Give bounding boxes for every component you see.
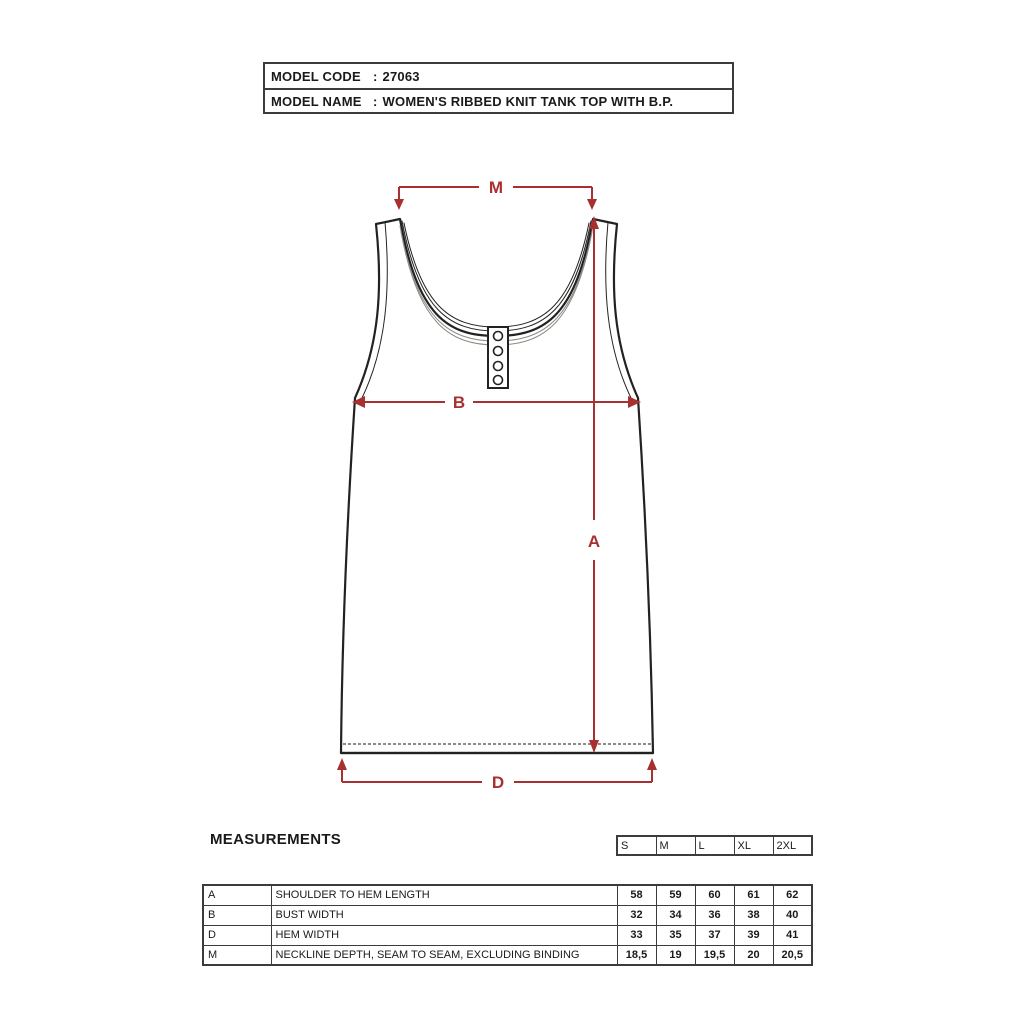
row-value: 60 — [695, 885, 734, 905]
model-name-value: WOMEN'S RIBBED KNIT TANK TOP WITH B.P. — [382, 93, 674, 109]
size-header-table — [616, 835, 813, 856]
size-col-s: S — [617, 836, 656, 855]
row-value: 58 — [617, 885, 656, 905]
row-value: 39 — [734, 925, 773, 945]
row-value: 18,5 — [617, 945, 656, 965]
row-value: 37 — [695, 925, 734, 945]
row-description: HEM WIDTH — [271, 925, 617, 945]
row-value: 38 — [734, 905, 773, 925]
size-col-m: M — [656, 836, 695, 855]
row-value: 19 — [656, 945, 695, 965]
row-value: 34 — [656, 905, 695, 925]
row-value: 36 — [695, 905, 734, 925]
row-value: 61 — [734, 885, 773, 905]
size-col-l: L — [695, 836, 734, 855]
measurements-title: MEASUREMENTS — [210, 831, 342, 848]
row-value: 20 — [734, 945, 773, 965]
arrowhead-down-icon — [587, 199, 597, 210]
row-value: 20,5 — [773, 945, 812, 965]
row-value: 35 — [656, 925, 695, 945]
row-value: 32 — [617, 905, 656, 925]
measurements-table — [202, 884, 813, 966]
arrowhead-up-icon — [647, 758, 657, 770]
table-row — [203, 885, 812, 905]
measure-m-bracket — [394, 178, 597, 210]
row-value: 62 — [773, 885, 812, 905]
button — [494, 347, 503, 356]
arrowhead-down-icon — [394, 199, 404, 210]
measure-d-bracket — [337, 758, 657, 792]
row-letter: M — [203, 945, 271, 965]
row-value: 41 — [773, 925, 812, 945]
button — [494, 362, 503, 371]
row-value: 33 — [617, 925, 656, 945]
size-col-2xl: 2XL — [773, 836, 812, 855]
table-row — [203, 945, 812, 965]
garment-sketch — [341, 219, 653, 753]
measure-m-label: M — [488, 178, 504, 197]
row-value: 59 — [656, 885, 695, 905]
size-col-xl: XL — [734, 836, 773, 855]
table-row — [203, 925, 812, 945]
row-letter: A — [203, 885, 271, 905]
row-description: SHOULDER TO HEM LENGTH — [271, 885, 617, 905]
measure-b-label: B — [452, 393, 466, 412]
row-value: 40 — [773, 905, 812, 925]
measure-d-label: D — [491, 773, 505, 792]
button — [494, 376, 503, 385]
size-header-row — [617, 836, 812, 855]
model-code-label: MODEL CODE — [271, 68, 361, 84]
arrowhead-up-icon — [337, 758, 347, 770]
row-letter: B — [203, 905, 271, 925]
button — [494, 332, 503, 341]
table-row — [203, 905, 812, 925]
measure-a-label: A — [587, 532, 601, 551]
model-name-label: MODEL NAME — [271, 93, 362, 109]
model-code-value: 27063 — [382, 68, 420, 84]
model-code-separator: : — [373, 68, 378, 84]
model-name-separator: : — [373, 93, 378, 109]
row-letter: D — [203, 925, 271, 945]
row-description: NECKLINE DEPTH, SEAM TO SEAM, EXCLUDING BINDING — [271, 945, 617, 965]
row-description: BUST WIDTH — [271, 905, 617, 925]
row-value: 19,5 — [695, 945, 734, 965]
